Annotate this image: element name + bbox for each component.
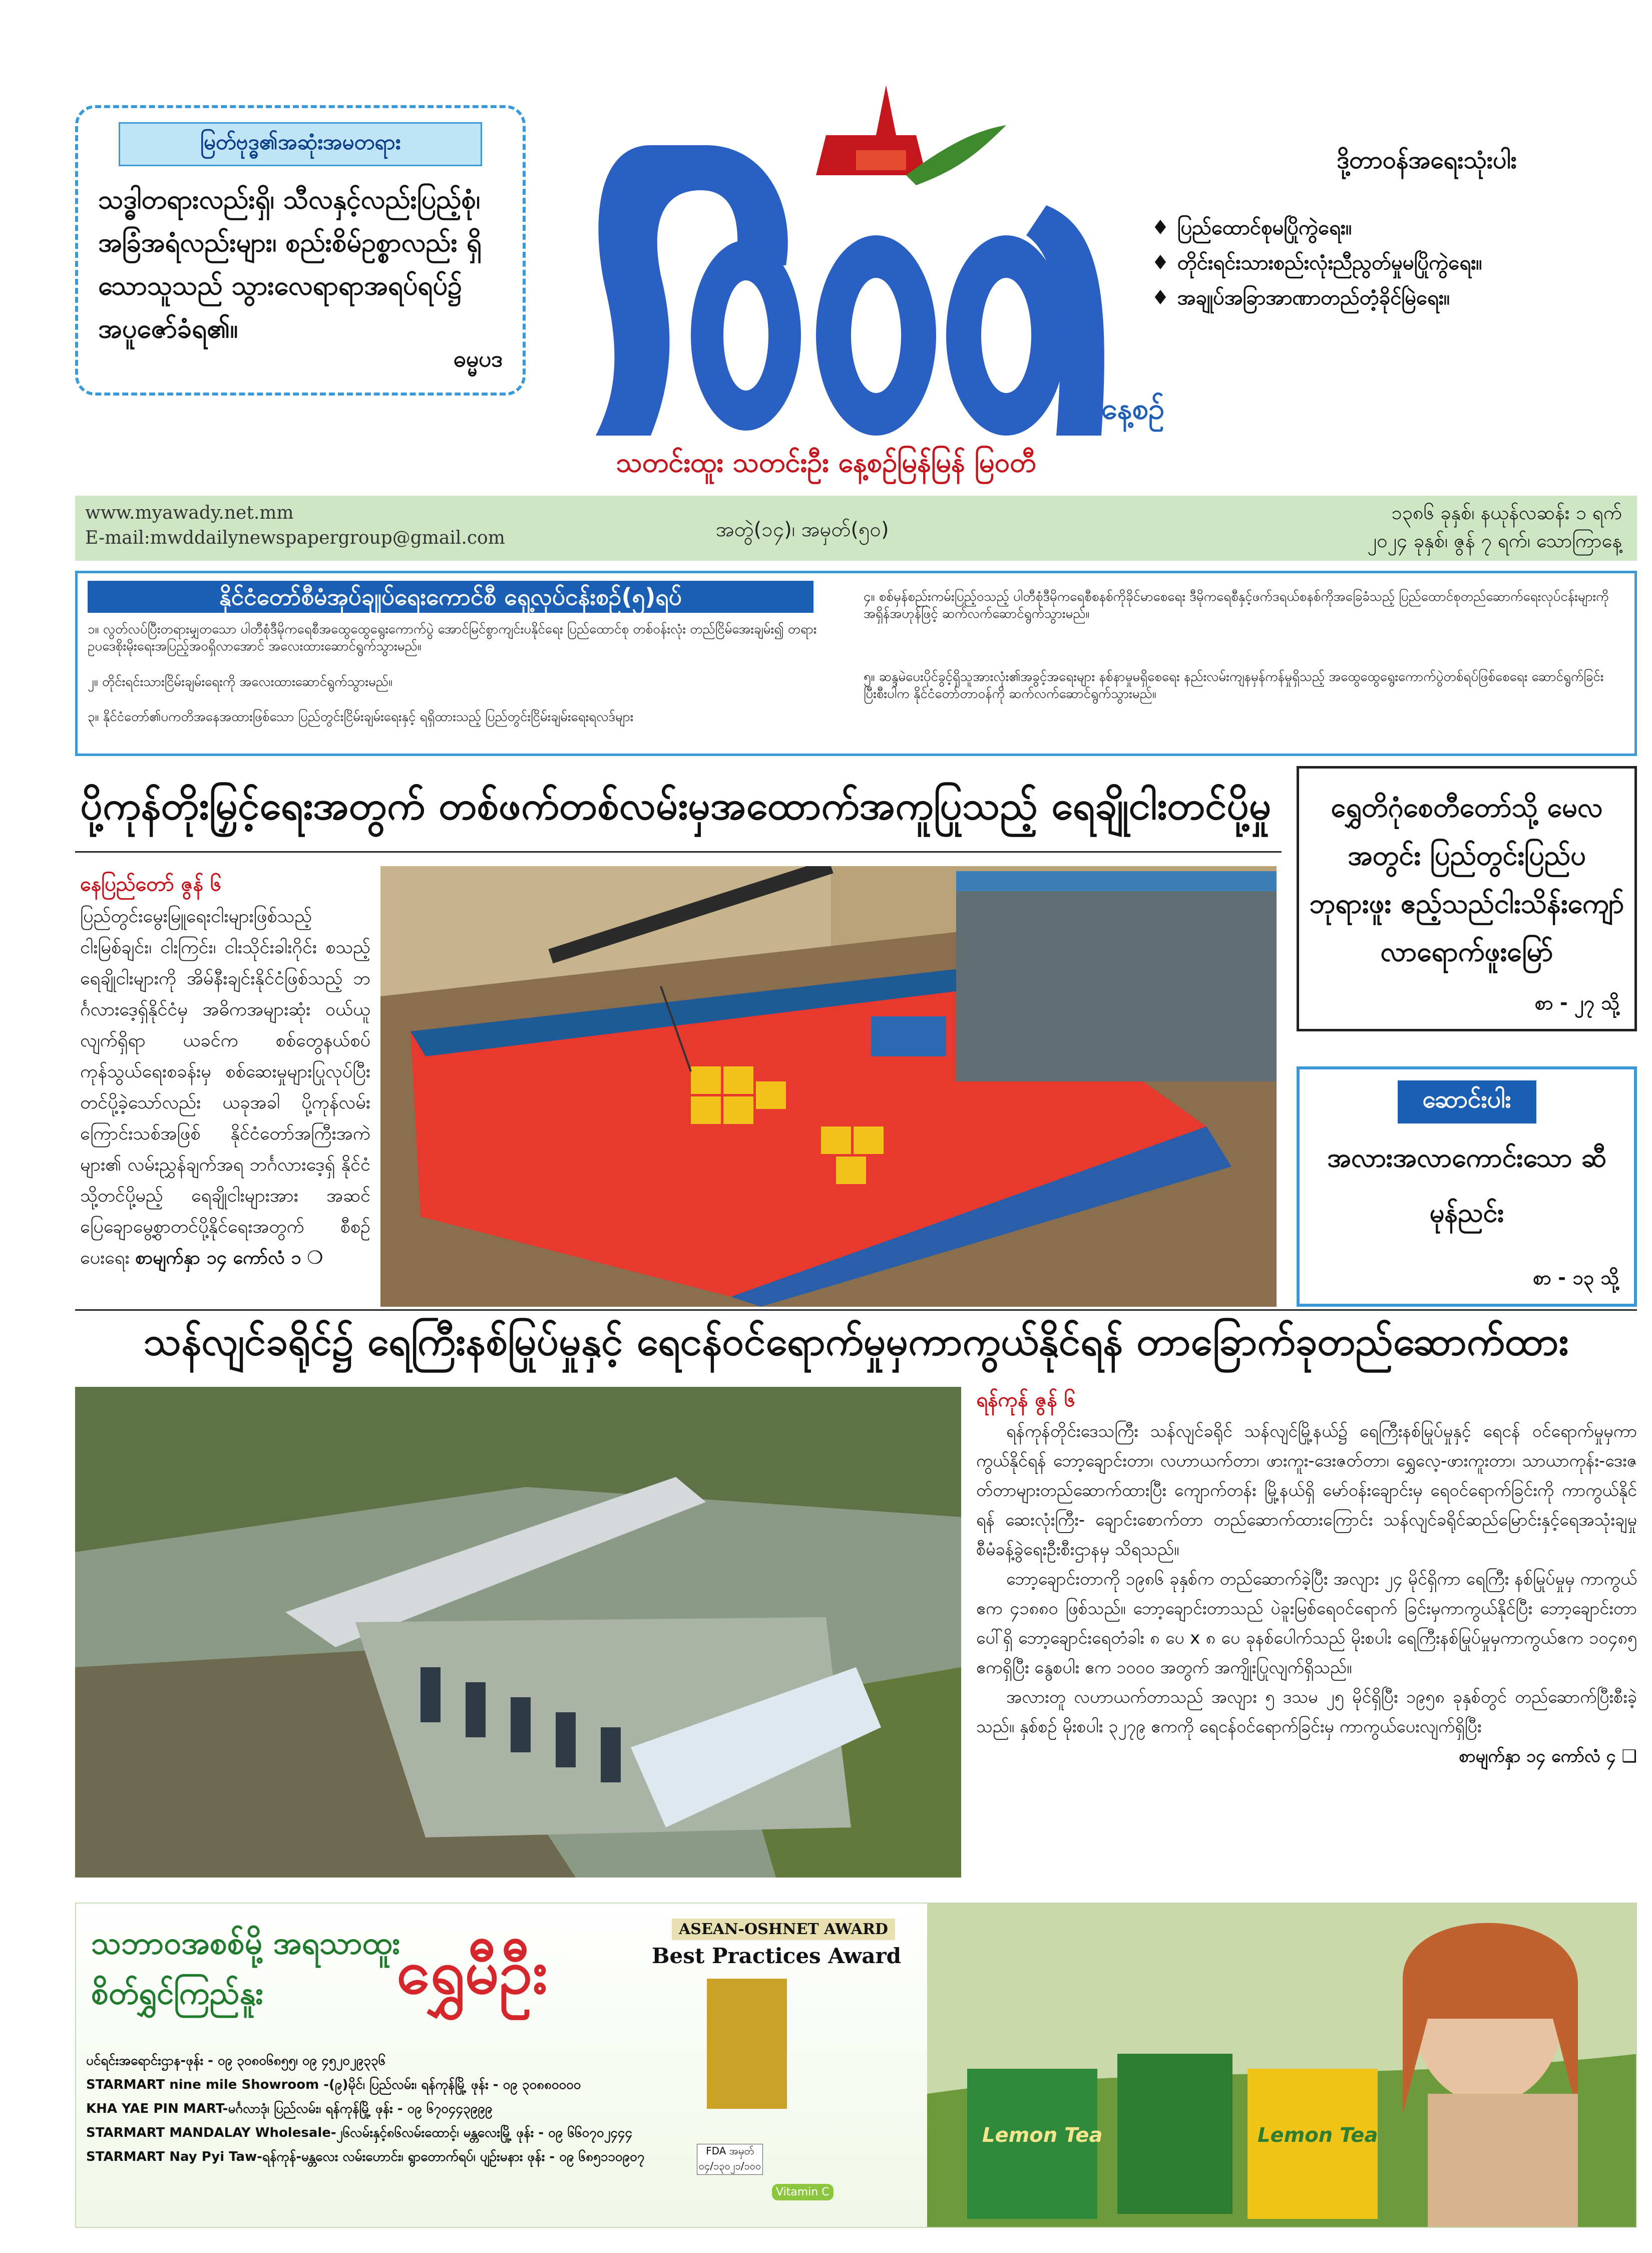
gregorian-date: ၂၀၂၄ ခုနှစ်၊ ဇွန် ၇ ရက်၊ သောကြာနေ့ <box>1367 530 1622 552</box>
headline-fish-export[interactable]: ပို့ကုန်တိုးမြှင့်ရေးအတွက် တစ်ဖက်တစ်လမ်းမှအထောက်အကူပြုသည့် ရေချိုငါးတင်ပို့မှု <box>80 784 1272 829</box>
duties-item: ♦ တိုင်းရင်းသားစည်းလုံးညီညွတ်မှုမပြိုကွဲရေး။ <box>1151 251 1482 274</box>
headline-flood-dams[interactable]: သန်လျင်ခရိုင်၌ ရေကြီးနစ်မြုပ်မှုနှင့် ရေငန်ဝင်ရောက်မှုမှကာကွယ်နိုင်ရန် တာခြောက်ခုတည်ဆောက်ထား <box>143 1319 1569 1364</box>
boat-photo-image <box>380 866 1277 1307</box>
diamond-bullet-icon: ♦ <box>1151 251 1169 274</box>
boat-loading-photo <box>380 866 1277 1307</box>
ad-address: ပင်ရင်းအရောင်းဌာန-ဖုန်း - ၀၉ ၃၀၈၀၆၈၅၅၊ ၀၉ ၄၅၂၀၂၉၃၃၆ <box>86 2053 386 2068</box>
continued-ref[interactable]: စာမျက်နှာ ၁၄ ကော်လံ ၄ <box>1459 1746 1616 1766</box>
masthead-slogan: သတင်းထူး သတင်းဦး နေ့စဉ်မြန်မြန် မြဝတီ <box>616 447 1036 478</box>
policy-title: နိုင်ငံတော်စီမံအုပ်ချုပ်ရေးကောင်စီ ရှေ့လုပ်ငန်းစဉ်(၅)ရပ် <box>88 581 813 613</box>
fda-badge: FDA အမှတ် ၀၄/၁၃၀၂၁/၁၀၀ <box>697 2144 763 2175</box>
inset-article[interactable] <box>1297 1066 1637 1307</box>
ad-address: STARMART Nay Pyi Taw-ရန်ကုန်-မန္တလေး လမ်းဟောင်း၊ ရွာတောက်ရပ်၊ ပျဉ်းမနား ဖုန်း - ၀၉ ၆၈၅၁၁၀၉၀၇ <box>86 2149 645 2164</box>
ad-tagline: စိတ်ရွှင်ကြည်နူး <box>91 1975 264 2011</box>
sluice-gate-photo <box>75 1387 961 1878</box>
diamond-bullet-icon: ♦ <box>1151 216 1169 239</box>
award-title: ASEAN-OSHNET AWARD <box>672 1919 895 1940</box>
policy-item: ၁။ လွတ်လပ်ပြီးတရားမျှတသော ပါတီစုံဒီမိုကရေစီအထွေထွေရွေးကောက်ပွဲ အောင်မြင်စွာကျင်းပနိုင်ရေး ပြည်ထောင်စု တစ်ဝန်းလုံး တည်ငြိမ်အေးချမ်း၍ တရားဥပဒေစိုးမိုးရေးအပြည့်အဝရှိလာအောင် အလေးထားဆောင်ရွက်သွားမည်။ <box>88 622 817 654</box>
duties-item: ♦ အချုပ်အခြာအာဏာတည်တံ့ခိုင်မြဲရေး။ <box>1151 286 1450 309</box>
quote-box <box>75 105 526 396</box>
policy-item: ၂။ တိုင်းရင်းသားငြိမ်းချမ်းရေးကို အလေးထားဆောင်ရွက်သွားမည်။ <box>88 674 392 689</box>
ad-address-list <box>86 2049 687 2169</box>
myanmar-date: ၁၃၈၆ ခုနှစ်၊ နယုန်လဆန်း ၁ ရက် <box>1391 502 1622 524</box>
inset-shwedagon[interactable] <box>1297 766 1637 1031</box>
inset-headline: အလားအလာကောင်းသော ဆီမုန်ညင်း <box>1327 1143 1606 1228</box>
duties-list <box>1151 210 1642 315</box>
inset-page-ref[interactable]: စာ - ၂၇ သို့ <box>1534 992 1619 1014</box>
product-label: Lemon Tea <box>1258 2124 1378 2147</box>
story-body: ပြည်တွင်းမွေးမြူရေးငါးများဖြစ်သည့် ငါးမြစ်ချင်း၊ ငါးကြင်း၊ ငါးသိုင်းခါးဂိုင်း စသည့် ရေချိုငါးများကို အိမ်နီးချင်းနိုင်ငံဖြစ်သည့် ဘင်္ဂလားဒေ့ရှ်နိုင်ငံမှ အဓိကအများဆုံး ဝယ်ယူလျက်ရှိရာ ယခင်က စစ်တွေနယ်စပ် ကုန်သွယ်ရေးစခန်းမှ စစ်ဆေးမှုများပြုလုပ်ပြီး တင်ပို့ခဲ့သော်လည်း ယခုအခါ ပို့ကုန်လမ်း ကြောင်းသစ်အဖြစ် နိုင်ငံတော်အကြီးအကဲ များ၏ လမ်းညွှန်ချက်အရ ဘင်္ဂလားဒေ့ရှ် နိုင်ငံသို့တင်ပို့မည့် ရေချိုငါးများအား အဆင် ပြေချောမွေ့စွာတင်ပို့နိုင်ရေးအတွက် စီစဉ် ပေးရေး စာမျက်နှာ ၁၄ ကော်လံ ၁ ❍ <box>80 906 370 1268</box>
inset-page-ref[interactable]: စာ - ၁၃ သို့ <box>1533 1267 1619 1289</box>
award-subtitle: Best Practices Award <box>652 1944 902 1968</box>
ad-tagline: သဘာဝအစစ်မို့ အရသာထူး <box>91 1925 400 1961</box>
divider <box>75 1309 1637 1311</box>
quote-body: သဒ္ဓါတရားလည်းရှိ၊ သီလနှင့်လည်းပြည့်စုံ၊ အခြံအရံလည်းများ၊ စည်းစိမ်ဥစ္စာလည်း ရှိသောသူသည် သွားလေရာရာအရပ်ရပ်၌ အပူဇော်ခံရ၏။ <box>98 185 482 344</box>
website-link[interactable]: www.myawady.net.mm <box>85 503 294 523</box>
duties-title: ဒို့တာဝန်အရေးသုံးပါး <box>1337 146 1517 174</box>
inset-headline: ရွှေတိဂုံစေတီတော်သို့ မေလအတွင်း ပြည်တွင်းပြည်ပဘုရားဖူး ဧည့်သည်ငါးသိန်းကျော် လာရောက်ဖူးမြော် <box>1309 792 1624 967</box>
ad-brand-name: ရွှေမီဦး <box>396 1938 548 2007</box>
info-bar <box>75 496 1637 561</box>
divider <box>75 851 1282 853</box>
dateline: နေပြည်တော် ဇွန် ၆ <box>80 873 222 896</box>
product-label: Lemon Tea <box>982 2124 1103 2147</box>
continued-ref[interactable]: စာမျက်နှာ ၁၄ ကော်လံ ၁ <box>135 1248 301 1268</box>
quote-credit: ဓမ္မပဒ <box>454 346 503 372</box>
policy-item: ၃။ နိုင်ငံတော်၏ပကတိအနေအထားဖြစ်သော ပြည်တွင်းငြိမ်းချမ်းရေးနှင့် ရရှိထားသည့် ပြည်တွင်းငြိမ်းချမ်းရေးရလဒ်များ <box>88 709 634 724</box>
sluice-photo-image <box>75 1387 961 1878</box>
ad-address: KHA YAE PIN MART-မင်္ဂလာဒုံ၊ ပြည်လမ်း၊ ရန်ကုန်မြို့ ဖုန်း - ၀၉ ၆၇၀၄၄၃၉၉၉ <box>86 2101 493 2116</box>
vitamin-badge: Vitamin C <box>772 2184 834 2200</box>
logo-emblem-icon <box>576 75 1126 466</box>
issue-number: အတွဲ(၁၄)၊ အမှတ်(၅၀) <box>716 518 889 541</box>
article-tag: ဆောင်းပါး <box>1398 1080 1536 1123</box>
ad-address: STARMART nine mile Showroom -(၉)မိုင်၊ ပြည်လမ်း၊ ရန်ကုန်မြို့ ဖုန်း - ၀၉ ၃၀၈၈၀၀၀၀ <box>86 2077 581 2092</box>
masthead-logo[interactable] <box>576 75 1126 466</box>
ad-address: STARMART MANDALAY Wholesale-၂၆လမ်းနှင့်၈၆လမ်းထောင့်၊ မန္တလေးမြို့ ဖုန်း - ၀၉ ၆၆၀၇၀၂၄၄၄ <box>86 2125 633 2140</box>
lemon-tea-ad[interactable] <box>75 1903 1637 2228</box>
diamond-bullet-icon: ♦ <box>1151 286 1169 309</box>
email-link[interactable]: E-mail:mwddailynewspapergroup@gmail.com <box>85 528 505 548</box>
policy-item: ၅။ ဆန္ဒမဲပေးပိုင်ခွင့်ရှိသူအားလုံး၏အခွင့်အရေးများ နစ်နာမှုမရှိစေရေး နည်းလမ်းကျနမှန်ကန်မှုရှိသည့် အထွေထွေရွေးကောက်ပွဲတစ်ရပ်ဖြစ်စေရေး ဆောင်ရွက်ခြင်း ပြီးစီးပါက နိုင်ငံတော်တာဝန်ကို ဆက်လက်ဆောင်ရွက်သွားမည်။ <box>864 669 1604 701</box>
masthead-subtitle: နေ့စဉ် <box>1101 392 1165 426</box>
policy-item: ၄။ စစ်မှန်စည်းကမ်းပြည့်ဝသည့် ပါတီစုံဒီမိုကရေစီစနစ်ကိုခိုင်မာစေရေး ဒီမိုကရေစီနှင့်ဖက်ဒရယ်စနစ်ကိုအခြေခံသည့် ပြည်ထောင်စုတည်ဆောက်ရေးလုပ်ငန်းများကို အရှိန်အဟုန်ဖြင့် ဆက်လက်ဆောင်ရွက်သွားမည်။ <box>864 589 1609 621</box>
story-body: ရန်ကုန်တိုင်းဒေသကြီး သန်လျင်ခရိုင် သန်လျင်မြို့နယ်၌ ရေကြီးနစ်မြုပ်မှုနှင့် ရေငန် ဝင်ရောက်မှုမှကာကွယ်နိုင်ရန် ဘော့ချောင်းတာ၊ လဟာယက်တာ၊ ဖားကူး-ဒေးဇတ်တာ၊ ရွှေလေ့-ဖားကူးတာ၊ သာယာကုန်း-ဒေးဇတ်တာများတည်ဆောက်ထားပြီး ကျောက်တန်း မြို့နယ်ရှိ မော်ဝန်းချောင်းမှ ရေဝင်ရောက်ခြင်းကို ကာကွယ်နိုင်ရန် ဆေးလုံးကြီး- ချောင်းစောက်တာ တည်ဆောက်ထားကြောင်း သန်လျင်ခရိုင်ဆည်မြောင်းနှင့်ရေအသုံးချမှု စီမံခန့်ခွဲရေးဦးစီးဌာနမှ သိရသည်။ ဘော့ချောင်းတာကို ၁၉၈၆ ခုနှစ်က တည်ဆောက်ခဲ့ပြီး အလျား ၂၄ မိုင်ရှိကာ ရေကြီး နစ်မြုပ်မှုမှ ကာကွယ်ဧက ၄၁၈၈၀ ဖြစ်သည်။ ဘော့ချောင်းတာသည် ပဲခူးမြစ်ရေဝင်ရောက် ခြင်းမှကာကွယ်နိုင်ပြီး ဘော့ချောင်းတာပေါ်ရှိ ဘော့ချောင်းရေတံခါး ၈ ပေ x ၈ ပေ ခုနစ်ပေါက်သည် မိုးစပါး ရေကြီးနစ်မြုပ်မှုမှကာကွယ်ဧက ၁၀၄၈၅ ဧကရှိပြီး နွေစပါး ဧက ၁၀၀၀ အတွက် အကျိုးပြုလျက်ရှိသည်။ အလားတူ လဟာယက်တာသည် အလျား ၅ ဒသမ ၂၅ မိုင်ရှိပြီး ၁၉၅၈ ခုနှစ်တွင် တည်ဆောက်ပြီးစီးခဲ့သည်။ နှစ်စဉ် မိုးစပါး ၃၂၇၉ ဧကကို ရေငန်ဝင်ရောက်ခြင်းမှ ကာကွယ်ပေးလျက်ရှိပြီး စာမျက်နှာ ၁၄ ကော်လံ ၄ ❑ <box>976 1421 1637 1766</box>
duties-item: ♦ ပြည်ထောင်စုမပြိုကွဲရေး။ <box>1151 216 1352 239</box>
quote-title: မြတ်ဗုဒ္ဓ၏အဆုံးအမတရား <box>119 122 482 166</box>
policy-box <box>75 571 1637 756</box>
dateline: ရန်ကုန် ဇွန် ၆ <box>976 1388 1076 1411</box>
